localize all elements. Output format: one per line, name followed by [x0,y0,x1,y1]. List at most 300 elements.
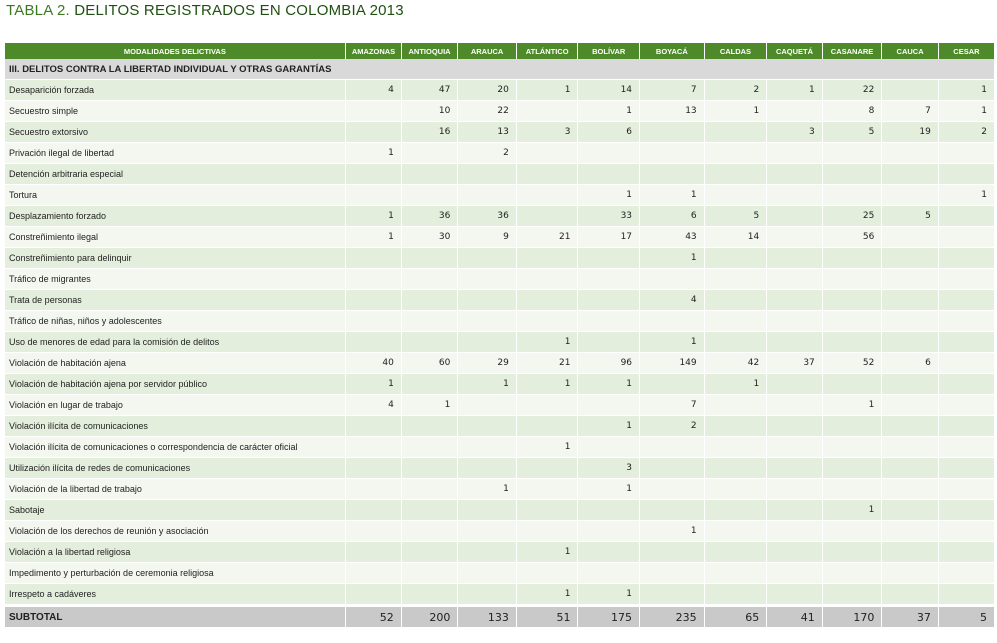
table-cell [938,227,994,248]
row-label: Violación ilícita de comunicaciones [5,416,346,437]
table-cell [458,164,517,185]
subtotal-cell: 65 [704,606,767,628]
col-header-boyaca: BOYACÁ [640,43,705,59]
table-cell [516,206,578,227]
table-cell [704,248,767,269]
table-cell: 5 [822,122,882,143]
table-cell [346,248,402,269]
table-cell [938,374,994,395]
table-cell [704,563,767,584]
table-cell [938,521,994,542]
table-cell [640,500,705,521]
table-cell [458,395,517,416]
table-cell [401,185,458,206]
table-cell [516,416,578,437]
table-cell [767,164,823,185]
table-cell [346,500,402,521]
table-cell: 3 [578,458,640,479]
table-row [5,122,995,143]
table-cell [578,437,640,458]
row-label: Desplazamiento forzado [5,206,346,227]
table-cell: 60 [401,353,458,374]
table-cell: 1 [822,500,882,521]
row-label: Constreñimiento ilegal [5,227,346,248]
col-header-caqueta: CAQUETÁ [767,43,823,59]
table-cell: 1 [516,437,578,458]
table-cell: 21 [516,227,578,248]
table-cell [938,437,994,458]
table-cell [767,584,823,606]
table-cell [822,458,882,479]
table-cell: 37 [767,353,823,374]
table-cell [882,185,939,206]
table-cell [401,311,458,332]
row-label: Privación ilegal de libertad [5,143,346,164]
table-cell [822,479,882,500]
table-cell [640,374,705,395]
table-cell [516,500,578,521]
table-cell [882,479,939,500]
table-cell [822,290,882,311]
table-cell [458,332,517,353]
table-cell [578,521,640,542]
table-cell: 7 [640,80,705,101]
table-cell: 33 [578,206,640,227]
table-row [5,164,995,185]
table-cell: 47 [401,80,458,101]
table-cell [938,395,994,416]
table-cell: 1 [458,479,517,500]
table-cell [767,458,823,479]
table-cell [458,584,517,606]
table-cell [346,101,402,122]
table-cell: 4 [346,395,402,416]
table-cell [882,311,939,332]
col-header-antioquia: ANTIOQUIA [401,43,458,59]
table-row [5,395,995,416]
row-label: Secuestro extorsivo [5,122,346,143]
table-cell: 7 [882,101,939,122]
row-label: Desaparición forzada [5,80,346,101]
table-heading: DELITOS REGISTRADOS EN COLOMBIA 2013 [74,2,404,19]
table-row [5,416,995,437]
table-cell: 1 [578,185,640,206]
col-header-atlantico: ATLÁNTICO [516,43,578,59]
crime-table [4,43,994,628]
table-cell [767,185,823,206]
table-cell: 25 [822,206,882,227]
table-row [5,374,995,395]
table-cell: 6 [578,122,640,143]
table-cell: 21 [516,353,578,374]
table-cell: 1 [704,101,767,122]
table-cell: 1 [516,584,578,606]
table-row [5,353,995,374]
table-cell [640,584,705,606]
table-cell [640,164,705,185]
row-label: Tortura [5,185,346,206]
row-label: Violación ilícita de comunicaciones o correspondencia de carácter oficial [5,437,346,458]
table-cell [704,290,767,311]
subtotal-cell: 51 [516,606,578,628]
table-cell: 2 [458,143,517,164]
row-label: Secuestro simple [5,101,346,122]
table-cell: 1 [346,374,402,395]
row-label: Violación de los derechos de reunión y asociación [5,521,346,542]
table-cell [704,143,767,164]
table-cell [882,563,939,584]
row-label: Trata de personas [5,290,346,311]
table-cell: 43 [640,227,705,248]
table-cell: 16 [401,122,458,143]
table-cell [346,437,402,458]
table-cell [516,395,578,416]
table-cell: 5 [704,206,767,227]
table-cell [401,563,458,584]
table-cell: 1 [516,542,578,563]
table-cell [767,479,823,500]
row-label: Constreñimiento para delinquir [5,248,346,269]
table-cell [767,206,823,227]
table-cell: 6 [640,206,705,227]
table-cell [704,500,767,521]
table-cell [767,290,823,311]
table-cell [346,185,402,206]
row-label: Violación de habitación ajena por servidor público [5,374,346,395]
table-cell [516,311,578,332]
table-cell [401,332,458,353]
table-cell [938,164,994,185]
table-cell [938,416,994,437]
table-cell [938,248,994,269]
table-cell: 1 [578,101,640,122]
table-cell: 1 [578,584,640,606]
table-cell [578,248,640,269]
table-cell [767,227,823,248]
table-cell [346,542,402,563]
table-cell [938,542,994,563]
col-header-cesar: CESAR [938,43,994,59]
table-cell: 4 [640,290,705,311]
row-label: Impedimento y perturbación de ceremonia religiosa [5,563,346,584]
table-cell: 52 [822,353,882,374]
table-cell [938,458,994,479]
table-cell: 14 [578,80,640,101]
table-cell: 149 [640,353,705,374]
table-row [5,332,995,353]
table-cell [882,458,939,479]
table-cell [767,395,823,416]
table-cell [822,416,882,437]
table-cell [704,437,767,458]
section-row [5,59,995,80]
table-cell [882,143,939,164]
table-cell [516,101,578,122]
table-cell: 1 [516,332,578,353]
table-row [5,227,995,248]
table-cell: 1 [767,80,823,101]
table-cell: 22 [822,80,882,101]
header-row [5,43,995,59]
table-cell: 2 [640,416,705,437]
table-row [5,269,995,290]
table-cell [346,416,402,437]
table-cell [882,416,939,437]
table-cell [704,185,767,206]
table-number: TABLA 2. [6,2,70,19]
table-cell [401,248,458,269]
table-cell [578,311,640,332]
table-cell [458,248,517,269]
table-cell: 13 [640,101,705,122]
table-cell [704,164,767,185]
table-cell: 2 [704,80,767,101]
table-cell [704,416,767,437]
table-cell [767,143,823,164]
table-cell [938,311,994,332]
table-cell: 30 [401,227,458,248]
table-cell: 1 [640,332,705,353]
col-header-arauca: ARAUCA [458,43,517,59]
table-cell: 13 [458,122,517,143]
table-cell: 96 [578,353,640,374]
table-cell [938,290,994,311]
table-cell [882,164,939,185]
table-cell [822,143,882,164]
table-cell [882,269,939,290]
table-cell: 42 [704,353,767,374]
table-cell [401,542,458,563]
table-cell [938,584,994,606]
table-cell [346,458,402,479]
col-header-caldas: CALDAS [704,43,767,59]
table-cell: 1 [578,479,640,500]
table-cell [767,416,823,437]
table-row [5,584,995,606]
table-cell [401,416,458,437]
table-cell [822,311,882,332]
table-cell [578,332,640,353]
table-cell [704,584,767,606]
table-cell [640,311,705,332]
table-cell [822,374,882,395]
table-cell [458,563,517,584]
table-cell [938,332,994,353]
subtotal-row [5,606,995,628]
table-cell [458,542,517,563]
table-cell [578,500,640,521]
table-cell [704,269,767,290]
table-row [5,437,995,458]
table-row [5,185,995,206]
table-cell [578,164,640,185]
table-cell: 40 [346,353,402,374]
row-label: Violación a la libertad religiosa [5,542,346,563]
table-cell [822,248,882,269]
table-cell: 1 [938,185,994,206]
table-cell [401,143,458,164]
table-cell [640,143,705,164]
table-cell [640,458,705,479]
table-title [6,2,404,19]
table-cell [346,584,402,606]
table-cell: 1 [822,395,882,416]
table-cell [882,374,939,395]
table-cell [346,164,402,185]
col-header-casanare: CASANARE [822,43,882,59]
table-cell [704,395,767,416]
table-cell [516,185,578,206]
table-cell: 9 [458,227,517,248]
table-cell [767,521,823,542]
subtotal-cell: 37 [882,606,939,628]
table-cell [346,563,402,584]
table-cell: 20 [458,80,517,101]
table-cell: 36 [458,206,517,227]
table-cell [458,311,517,332]
table-cell [822,584,882,606]
table-cell: 1 [458,374,517,395]
table-cell [458,416,517,437]
table-cell [767,500,823,521]
table-cell [882,437,939,458]
table-cell [578,269,640,290]
table-cell [822,563,882,584]
table-cell [401,290,458,311]
table-cell: 8 [822,101,882,122]
table-cell [822,437,882,458]
table-cell: 6 [882,353,939,374]
table-cell [767,542,823,563]
table-cell [938,563,994,584]
table-row [5,542,995,563]
table-cell [516,458,578,479]
table-cell [882,584,939,606]
table-cell [767,332,823,353]
table-row [5,143,995,164]
table-cell [882,290,939,311]
table-cell [704,521,767,542]
table-cell [822,164,882,185]
table-cell [767,101,823,122]
table-cell [346,269,402,290]
row-label: Irrespeto a cadáveres [5,584,346,606]
table-cell [458,269,517,290]
table-cell [458,458,517,479]
table-cell [346,521,402,542]
table-cell: 1 [346,227,402,248]
table-cell [767,311,823,332]
table-cell [882,332,939,353]
table-cell: 10 [401,101,458,122]
subtotal-cell: 175 [578,606,640,628]
section-title: III. DELITOS CONTRA LA LIBERTAD INDIVIDUAL Y OTRAS GARANTÍAS [5,59,995,80]
row-label: Sabotaje [5,500,346,521]
table-cell: 7 [640,395,705,416]
table-cell [401,500,458,521]
table-cell [516,248,578,269]
table-cell: 1 [578,416,640,437]
table-cell [458,290,517,311]
table-cell [516,479,578,500]
table-row [5,500,995,521]
table-cell [767,437,823,458]
row-label: Violación de la libertad de trabajo [5,479,346,500]
table-cell [704,542,767,563]
subtotal-label: SUBTOTAL [5,606,346,628]
subtotal-cell: 133 [458,606,517,628]
table-cell [704,458,767,479]
row-label: Tráfico de niñas, niños y adolescentes [5,311,346,332]
table-cell: 1 [578,374,640,395]
table-cell [640,437,705,458]
table-cell [640,122,705,143]
table-row [5,248,995,269]
table-cell [346,122,402,143]
table-cell: 1 [938,80,994,101]
subtotal-cell: 235 [640,606,705,628]
table-cell [767,269,823,290]
table-cell: 2 [938,122,994,143]
table-cell: 1 [516,80,578,101]
table-cell [704,311,767,332]
table-cell [938,143,994,164]
col-header-amazonas: AMAZONAS [346,43,402,59]
table-cell [578,395,640,416]
table-cell: 36 [401,206,458,227]
col-header-cauca: CAUCA [882,43,939,59]
table-cell [882,500,939,521]
row-label: Utilización ilícita de redes de comunicaciones [5,458,346,479]
table-cell [458,500,517,521]
table-row [5,80,995,101]
row-label: Tráfico de migrantes [5,269,346,290]
table-cell [882,521,939,542]
table-cell: 1 [640,185,705,206]
table-cell [938,353,994,374]
table-cell: 1 [516,374,578,395]
table-cell [882,248,939,269]
table-cell [640,542,705,563]
table-cell [516,164,578,185]
table-cell [640,479,705,500]
row-label: Violación en lugar de trabajo [5,395,346,416]
table-cell [516,269,578,290]
row-label: Uso de menores de edad para la comisión de delitos [5,332,346,353]
table-cell [401,374,458,395]
table-cell: 29 [458,353,517,374]
table-cell [640,563,705,584]
table-cell [938,500,994,521]
table-cell [458,185,517,206]
table-cell [822,269,882,290]
table-cell [346,290,402,311]
table-row [5,101,995,122]
table-cell [704,479,767,500]
table-cell [458,521,517,542]
table-row [5,290,995,311]
table-cell: 1 [346,143,402,164]
table-cell [822,521,882,542]
subtotal-cell: 170 [822,606,882,628]
subtotal-cell: 200 [401,606,458,628]
table-cell [578,542,640,563]
subtotal-cell: 52 [346,606,402,628]
table-cell: 5 [882,206,939,227]
table-cell: 56 [822,227,882,248]
table-cell [346,311,402,332]
table-cell [516,290,578,311]
